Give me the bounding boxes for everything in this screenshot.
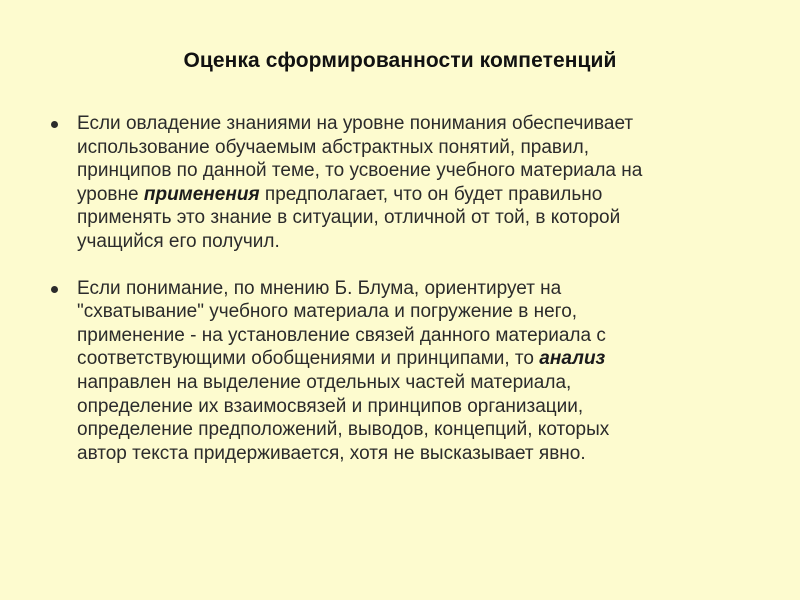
bullet-1-line-4 [77,183,742,207]
bullet-2-line-5: направлен на выделение отдельных частей материала, [77,371,572,393]
bullet-dot-icon [51,121,58,128]
bullet-1-line-6: учащийся его получил. [77,230,280,252]
bullet-1-line-1: Если овладение знаниями на уровне понимания обеспечивает [77,113,634,134]
bullet-item-1 [0,112,800,254]
bullet-2-line-4 [77,347,742,371]
bullet-item-2 [0,277,800,466]
bullet-list [0,112,800,465]
bullet-2-line-4-before: соответствующими обобщениями и принципами, то [77,348,540,370]
bullet-dot-icon [51,286,58,293]
keyword-analiz: анализ [539,348,606,370]
bullet-1-line-4-before: уровне [77,183,144,205]
bullet-1-line-5: применять это знание в ситуации, отличной от той, в которой [77,207,621,229]
bullet-2-line-1: Если понимание, по мнению Б. Блума, ориентирует на [77,277,562,299]
slide-title: Оценка сформированности компетенций [183,49,617,72]
bullet-2-line-7: определение предположений, выводов, концепций, которых [77,419,610,441]
bullet-2-line-3: применение - на установление связей данного материала с [77,324,606,346]
bullet-1-line-4-after: предполагает, что он будет правильно [259,183,603,205]
bullet-1-line-3: принципов по данной теме, то усвоение учебного материала на [77,160,643,182]
bullet-1-line-2: использование обучаемым абстрактных понятий, правил, [77,136,589,158]
bullet-2-line-2: "схватывание" учебного материала и погружение в него, [77,301,578,323]
bullet-2-line-8: автор текста придерживается, хотя не высказывает явно. [77,442,586,464]
keyword-primenenie: применения [143,183,260,205]
bullet-2-line-6: определение их взаимосвязей и принципов организации, [77,395,584,417]
